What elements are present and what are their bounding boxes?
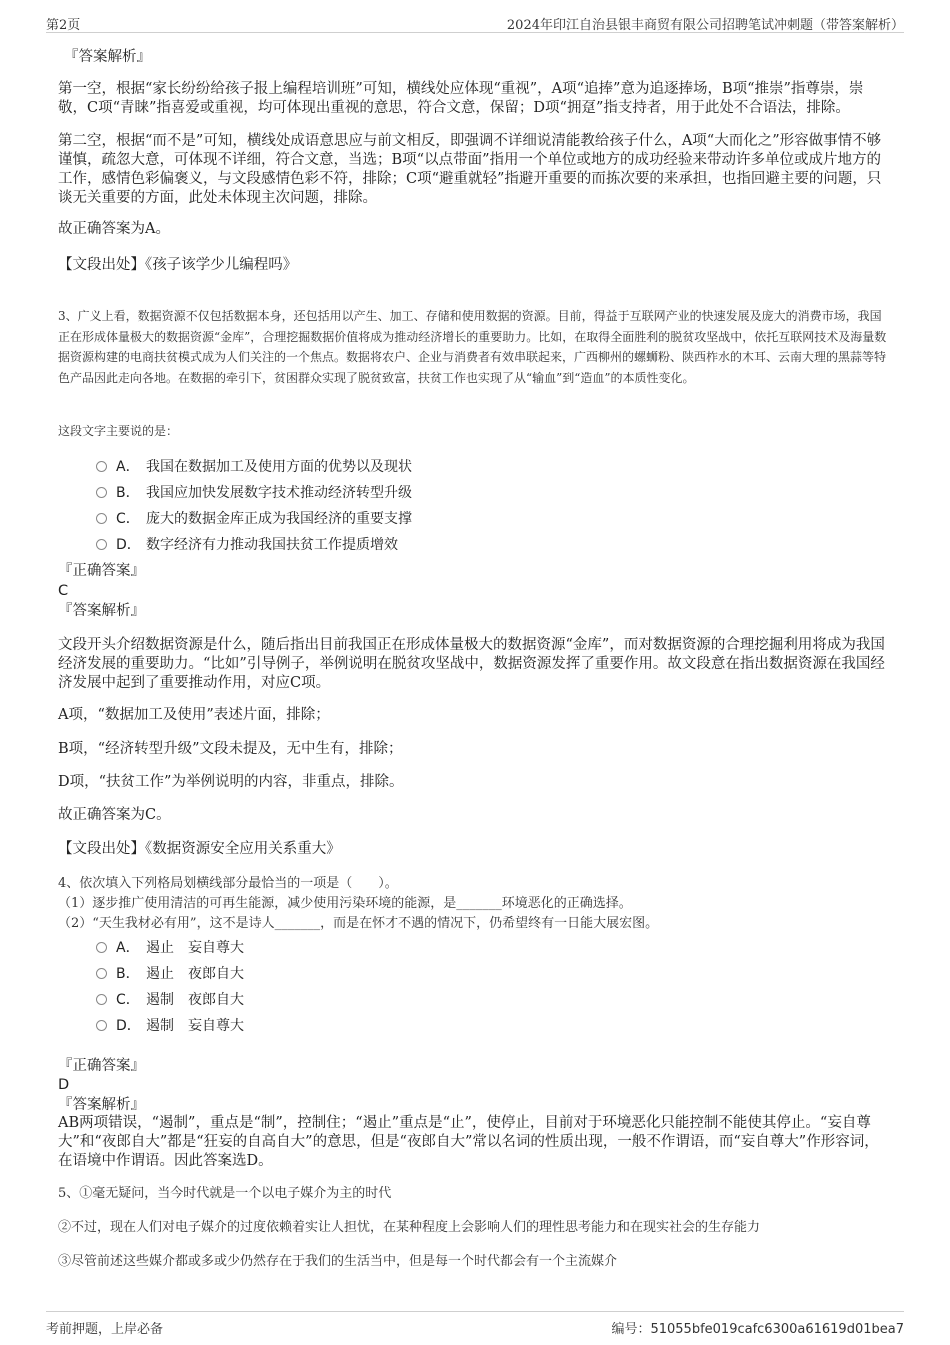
document-code-label: 编号：: [611, 1322, 651, 1337]
q2-analysis-label: 『答案解析』: [64, 49, 151, 65]
q4-option-d[interactable]: D． 遏制 妄自尊大: [96, 1015, 244, 1035]
q3-option-a[interactable]: A． 我国在数据加工及使用方面的优势以及现状: [96, 456, 412, 476]
radio-icon[interactable]: [96, 513, 107, 524]
q3-option-b[interactable]: B． 我国应加快发展数字技术推动经济转型升级: [96, 482, 412, 502]
q4-analysis: AB两项错误，“遏制”，重点是“制”，控制住；“遏止”重点是“止”，使停止，目前对于环境恶化只能控制不能使其停止。“妄自尊大”和“夜郎自大”都是“狂妄的自高自大”的意思，但是“夜郎自大”常以名词的性质出现，一般不作谓语，而“妄自尊大”作形容词，在语境中作谓语。因此答案选D。: [58, 1115, 879, 1169]
q3-prompt: 这段文字主要说的是：: [58, 424, 179, 438]
page-header: [46, 12, 904, 33]
radio-icon[interactable]: [96, 539, 107, 550]
q3-analysis-paragraph: 文段开头介绍数据资源是什么，随后指出目前我国正在形成体量极大的数据资源“金库”，而对数据资源的合理挖掘利用将成为我国经济发展的重要助力。“比如”引导例子，举例说明在脱贫攻坚战中，数据资源发挥了重要作用。故文段意在指出数据资源在我国经济发展中起到了重要推动作用，对应C项。: [58, 637, 885, 691]
document-title: 2024年印江自治县银丰商贸有限公司招聘笔试冲刺题（带答案解析）: [506, 18, 904, 33]
q3-option-d[interactable]: D． 数字经济有力推动我国扶贫工作提质增效: [96, 534, 398, 554]
q2-analysis-paragraph-1: 第一空，根据“家长纷纷给孩子报上编程培训班”可知，横线处应体现“重视”，A项“追捧”意为追逐捧场，B项“推崇”指尊崇，崇敬，C项“青睐”指喜爱或重视，均可体现出重视的意思，符合文意，保留；D项“拥趸”指支持者，用于此处不合语法，排除。: [58, 81, 864, 116]
document-code-value: 51055bfe019cafc6300a61619d01bea7: [650, 1322, 904, 1337]
radio-icon[interactable]: [96, 968, 107, 979]
q3-source: 【文段出处】《数据资源安全应用关系重大》: [58, 841, 341, 857]
q5-sentence-3: ③尽管前述这些媒介都或多或少仍然存在于我们的生活当中，但是每一个时代都会有一个主流媒介: [58, 1254, 618, 1269]
q4-option-a[interactable]: A． 遏止 妄自尊大: [96, 937, 244, 957]
q2-conclusion: 故正确答案为A。: [58, 221, 170, 237]
q2-analysis-paragraph-2: 第二空，根据“而不是”可知，横线处成语意思应与前文相反，即强调不详细说清能教给孩子什么，A项“大而化之”形容做事情不够谨慎，疏忽大意，可体现不详细，符合文意，当选；B项“以点带面”指用一个单位或地方的成功经验来带动许多单位或成片地方的工作，感情色彩偏褒义，与文段感情色彩不符，排除；C项“避重就轻”指避开重要的而拣次要的来承担，也指回避主要的问题，只谈无关重要的方面，此处未体现主次问题，排除。: [58, 133, 882, 206]
q4-answer-label: 『正确答案』: [58, 1058, 145, 1074]
q3-analysis-option-b: B项，“经济转型升级”文段未提及，无中生有，排除；: [58, 741, 403, 757]
q4-sentence-1: （1）逐步推广使用清洁的可再生能源，减少使用污染环境的能源，是_______环境恶化的正确选择。: [58, 896, 632, 911]
q3-analysis-option-d: D项，“扶贫工作”为举例说明的内容，非重点，排除。: [58, 774, 404, 790]
q2-source: 【文段出处】《孩子该学少儿编程吗》: [58, 257, 298, 273]
document-code: [611, 1318, 904, 1337]
q3-analysis-label: 『答案解析』: [58, 603, 145, 619]
radio-icon[interactable]: [96, 1020, 107, 1031]
radio-icon[interactable]: [96, 461, 107, 472]
q5-sentence-1: 5、①毫无疑问，当今时代就是一个以电子媒介为主的时代: [58, 1186, 392, 1201]
radio-icon[interactable]: [96, 994, 107, 1005]
q4-analysis-label: 『答案解析』: [58, 1097, 145, 1113]
q3-analysis-option-a: A项，“数据加工及使用”表述片面，排除；: [58, 707, 330, 723]
q4-sentence-2: （2）“天生我材必有用”，这不是诗人_______，而是在怀才不遇的情况下，仍希望终有一日能大展宏图。: [58, 916, 659, 931]
q3-conclusion: 故正确答案为C。: [58, 807, 171, 823]
page-footer: [46, 1311, 904, 1336]
radio-icon[interactable]: [96, 942, 107, 953]
q4-stem: 4、依次填入下列格局划横线部分最恰当的一项是（ ）。: [58, 876, 398, 891]
q5-sentence-2: ②不过，现在人们对电子媒介的过度依赖着实让人担忧，在某种程度上会影响人们的理性思考能力和在现实社会的生存能力: [58, 1220, 761, 1235]
radio-icon[interactable]: [96, 487, 107, 498]
page-number: 第2页: [46, 18, 81, 33]
q3-stem: 3、广义上看，数据资源不仅包括数据本身，还包括用以产生、加工、存储和使用数据的资源。目前，得益于互联网产业的快速发展及庞大的消费市场，我国正在形成体量极大的数据资源“金库”，合理挖掘数据价值将成为推动经济增长的重要助力。比如，在取得全面胜利的脱贫攻坚战中，依托互联网技术及海量数据资源构建的电商扶贫模式成为人们关注的一个焦点。数据将农户、企业与消费者有效串联起来，广西柳州的螺蛳粉、陕西柞水的木耳、云南大理的黑蒜等特色产品因此走向各地。在数据的牵引下，贫困群众实现了脱贫致富，扶贫工作也实现了从“输血”到“造血”的本质性变化。: [58, 309, 887, 385]
q3-answer-label: 『正确答案』: [58, 563, 145, 579]
q3-answer: C: [58, 583, 69, 599]
q4-option-b[interactable]: B． 遏止 夜郎自大: [96, 963, 244, 983]
q4-option-c[interactable]: C． 遏制 夜郎自大: [96, 989, 244, 1009]
q3-option-c[interactable]: C． 庞大的数据金库正成为我国经济的重要支撑: [96, 508, 412, 528]
footer-slogan: 考前押题，上岸必备: [46, 1322, 164, 1337]
q4-answer: D: [58, 1077, 70, 1093]
